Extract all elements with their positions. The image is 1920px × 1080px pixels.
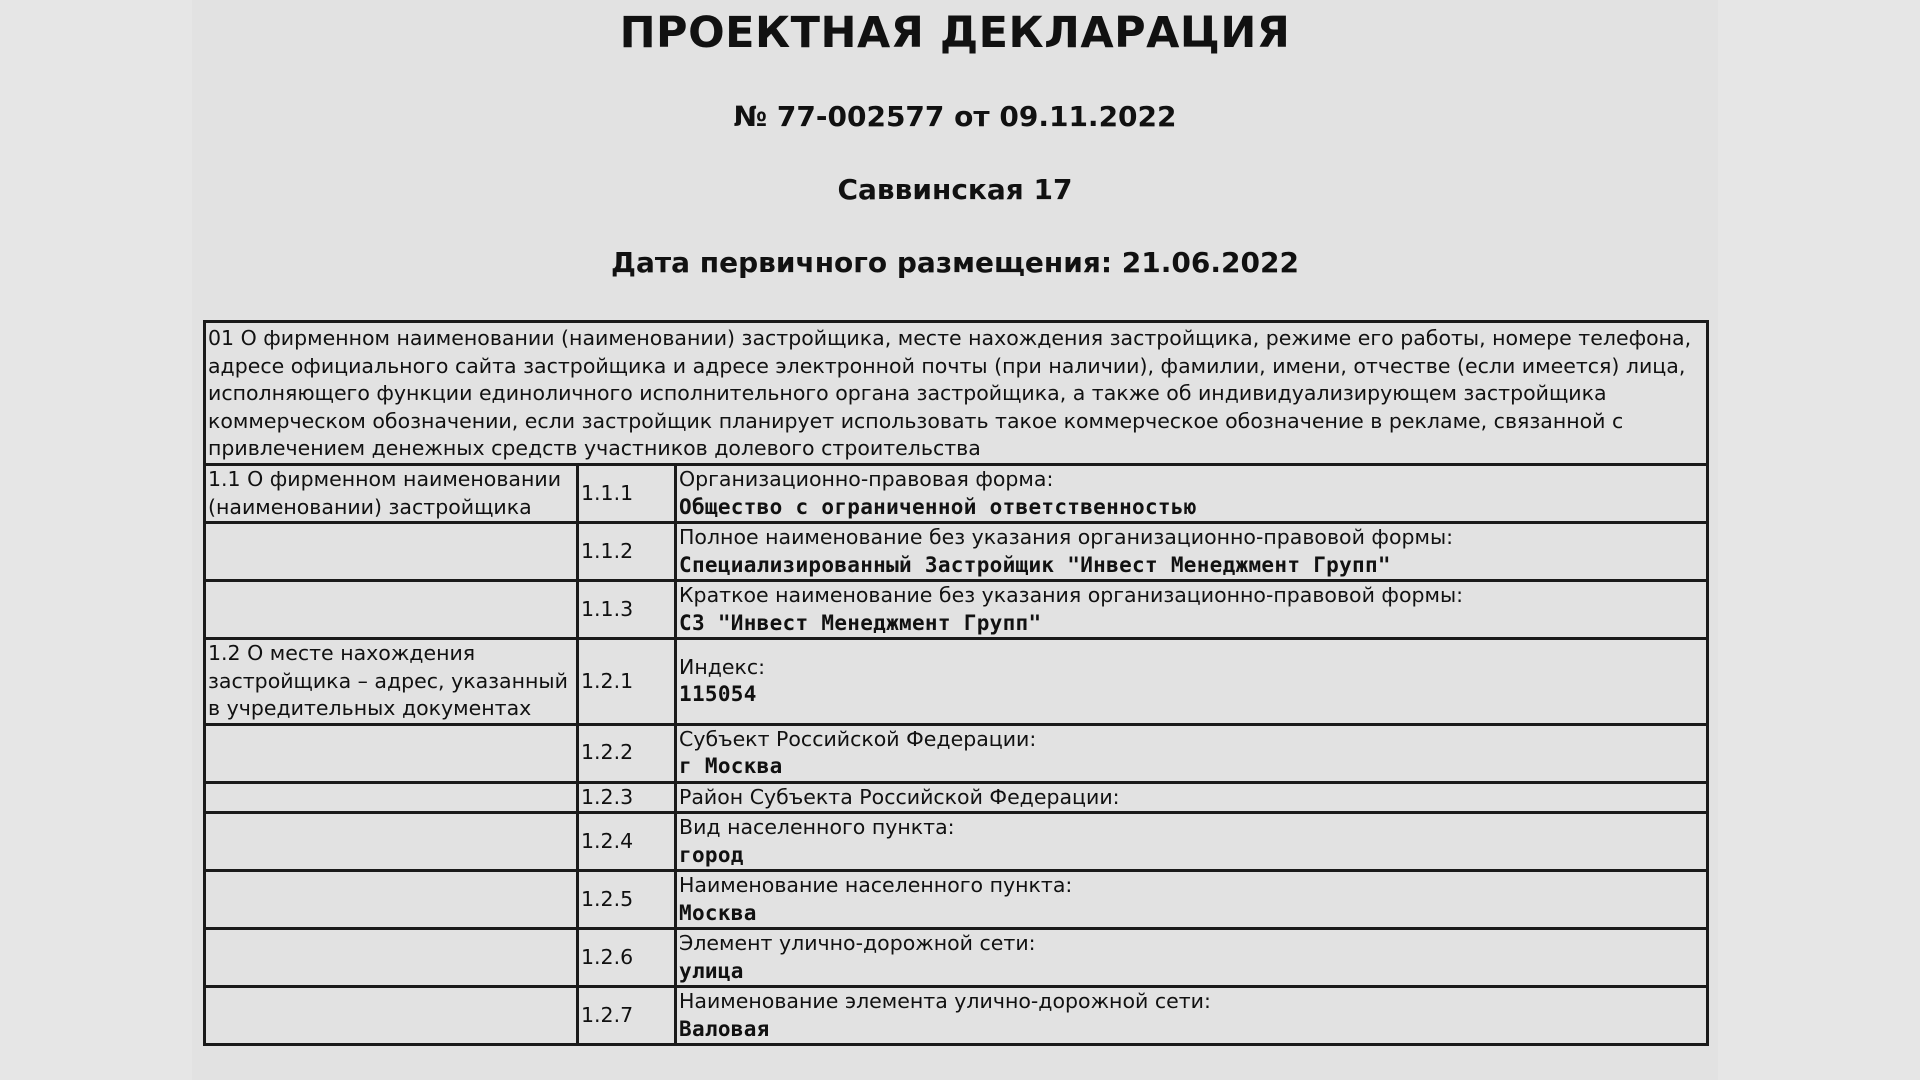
field-label: Наименование населенного пункта: [679, 873, 1073, 897]
table-row [205, 782, 1708, 813]
field-label: Полное наименование без указания организационно-правовой формы: [679, 525, 1454, 549]
empty-group-cell [205, 523, 578, 581]
row-content [676, 871, 1708, 929]
empty-group-cell [205, 929, 578, 987]
field-label: Индекс: [679, 654, 766, 679]
row-content [676, 523, 1708, 581]
field-label: Наименование элемента улично-дорожной сети: [679, 989, 1211, 1013]
row-code: 1.1.1 [578, 465, 676, 523]
section-header-row [205, 322, 1708, 465]
table-row [205, 813, 1708, 871]
empty-group-cell [205, 782, 578, 813]
row-code: 1.2.7 [578, 987, 676, 1045]
row-content [676, 813, 1708, 871]
empty-group-cell [205, 581, 578, 639]
declaration-number: № 77-002577 от 09.11.2022 [733, 100, 1177, 133]
field-value: город [679, 842, 744, 867]
declaration-table [203, 320, 1709, 1046]
field-value: г Москва [679, 754, 783, 778]
empty-group-cell [205, 987, 578, 1045]
placement-date: Дата первичного размещения: 21.06.2022 [611, 246, 1299, 279]
field-value: улица [679, 958, 744, 983]
field-label: Элемент улично-дорожной сети: [679, 931, 1036, 955]
empty-group-cell [205, 724, 578, 782]
row-code: 1.1.2 [578, 523, 676, 581]
table-row [205, 724, 1708, 782]
row-code: 1.2.4 [578, 813, 676, 871]
table-row [205, 987, 1708, 1045]
table-row [205, 465, 1708, 523]
table-row [205, 871, 1708, 929]
field-value: Общество с ограниченной ответственностью [679, 494, 1197, 519]
empty-group-cell [205, 813, 578, 871]
group-label-1-2: 1.2 О месте нахождения застройщика – адрес, указанный в учредительных документах [205, 639, 578, 725]
field-label: Вид населенного пункта: [679, 815, 955, 839]
row-content [676, 929, 1708, 987]
field-label: Организационно-правовая форма: [679, 467, 1054, 491]
group-label-1-1: 1.1 О фирменном наименовании (наименовании) застройщика [205, 465, 578, 523]
row-content [676, 724, 1708, 782]
table-row [205, 581, 1708, 639]
row-code: 1.2.3 [578, 782, 676, 813]
row-code: 1.2.5 [578, 871, 676, 929]
table-row [205, 523, 1708, 581]
field-value: Специализированный Застройщик "Инвест Менеджмент Групп" [679, 552, 1391, 577]
document-page [192, 0, 1718, 1080]
field-label: Субъект Российской Федерации: [679, 726, 1037, 751]
row-code: 1.1.3 [578, 581, 676, 639]
empty-group-cell [205, 871, 578, 929]
table-row [205, 639, 1708, 725]
row-content [676, 465, 1708, 523]
row-code: 1.2.2 [578, 724, 676, 782]
object-name: Саввинская 17 [837, 173, 1073, 206]
field-label: Краткое наименование без указания организационно-правовой формы: [679, 583, 1464, 607]
document-title: ПРОЕКТНАЯ ДЕКЛАРАЦИЯ [619, 8, 1291, 58]
field-value: Валовая [679, 1016, 770, 1041]
field-value: 115054 [679, 682, 757, 707]
field-value: СЗ "Инвест Менеджмент Групп" [679, 610, 1042, 635]
field-value: Москва [679, 900, 757, 925]
section-header-text: 01 О фирменном наименовании (наименовании) застройщика, месте нахождения застройщика, режиме его работы, номере телефона, адресе официального сайта застройщика и адресе электронной почты (при наличии), фамилии, имени, отчестве (если имеется) лица, исполняющего функции единоличного исполнительного органа застройщика, а также об индивидуализирующем застройщика коммерческом обозначении, если застройщик планирует использовать такое коммерческое обозначение в рекламе, связанной с привлечением денежных средств участников долевого строительства [205, 322, 1708, 465]
row-content [676, 581, 1708, 639]
row-content [676, 639, 1708, 725]
row-content [676, 782, 1708, 813]
row-content [676, 987, 1708, 1045]
row-code: 1.2.1 [578, 639, 676, 725]
field-label: Район Субъекта Российской Федерации: [679, 784, 1120, 809]
table-row [205, 929, 1708, 987]
row-code: 1.2.6 [578, 929, 676, 987]
